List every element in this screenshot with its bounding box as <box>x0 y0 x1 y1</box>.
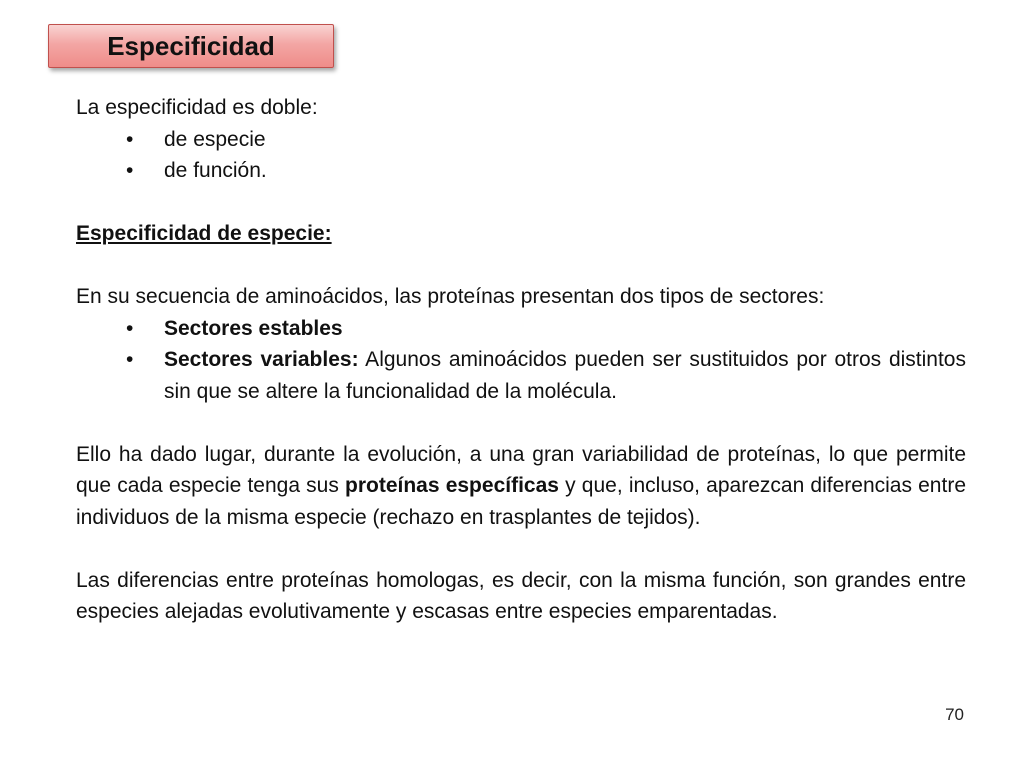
page-number: 70 <box>945 705 964 724</box>
bullet-dot: • <box>126 159 134 182</box>
slide-title-box <box>48 24 334 68</box>
spacer <box>76 187 966 219</box>
bullet-item <box>76 155 966 187</box>
bullet-dot: • <box>126 127 134 151</box>
homolog-paragraph: Las diferencias entre proteínas homologas, es decir, con la misma función, son grandes entre especies alejadas evolutivamente y escasas entre especies emparentadas. <box>76 568 966 623</box>
sequence-paragraph: En su secuencia de aminoácidos, las proteínas presentan dos tipos de sectores: <box>76 285 825 308</box>
bullet-item <box>76 313 966 345</box>
bullet-text: de especie <box>164 127 266 151</box>
bullet-item <box>76 344 966 407</box>
bullet-text-variable: Algunos aminoácidos pueden ser sustituidos por otros distintos sin que se altere la funcionalidad de la molécula. <box>164 348 966 403</box>
bullet-dot: • <box>126 316 134 340</box>
bullet-item <box>76 124 966 156</box>
bullet-text-stable: Sectores estables <box>164 316 343 340</box>
bullet-text: de función. <box>164 159 267 182</box>
evolution-text-1: Ello ha dado lugar, durante la evolución, a una gran variabilidad de proteínas, lo que permite que cada especie tenga sus <box>76 442 966 497</box>
evolution-text-2: y que, incluso, aparezcan diferencias entre individuos de la misma especie (rechazo en trasplantes de tejidos). <box>76 474 966 529</box>
spacer <box>76 533 966 565</box>
slide-body <box>76 92 966 628</box>
evolution-bold: proteínas específicas <box>345 474 559 497</box>
spacer <box>76 250 966 282</box>
bullet-dot: • <box>126 348 134 371</box>
intro-text: La especificidad es doble: <box>76 96 318 119</box>
spacer <box>76 407 966 439</box>
slide-title: Especificidad <box>107 30 275 61</box>
evolution-paragraph <box>76 439 966 534</box>
section-heading: Especificidad de especie: <box>76 222 332 245</box>
bullet-label-variable: Sectores variables: <box>164 348 359 371</box>
